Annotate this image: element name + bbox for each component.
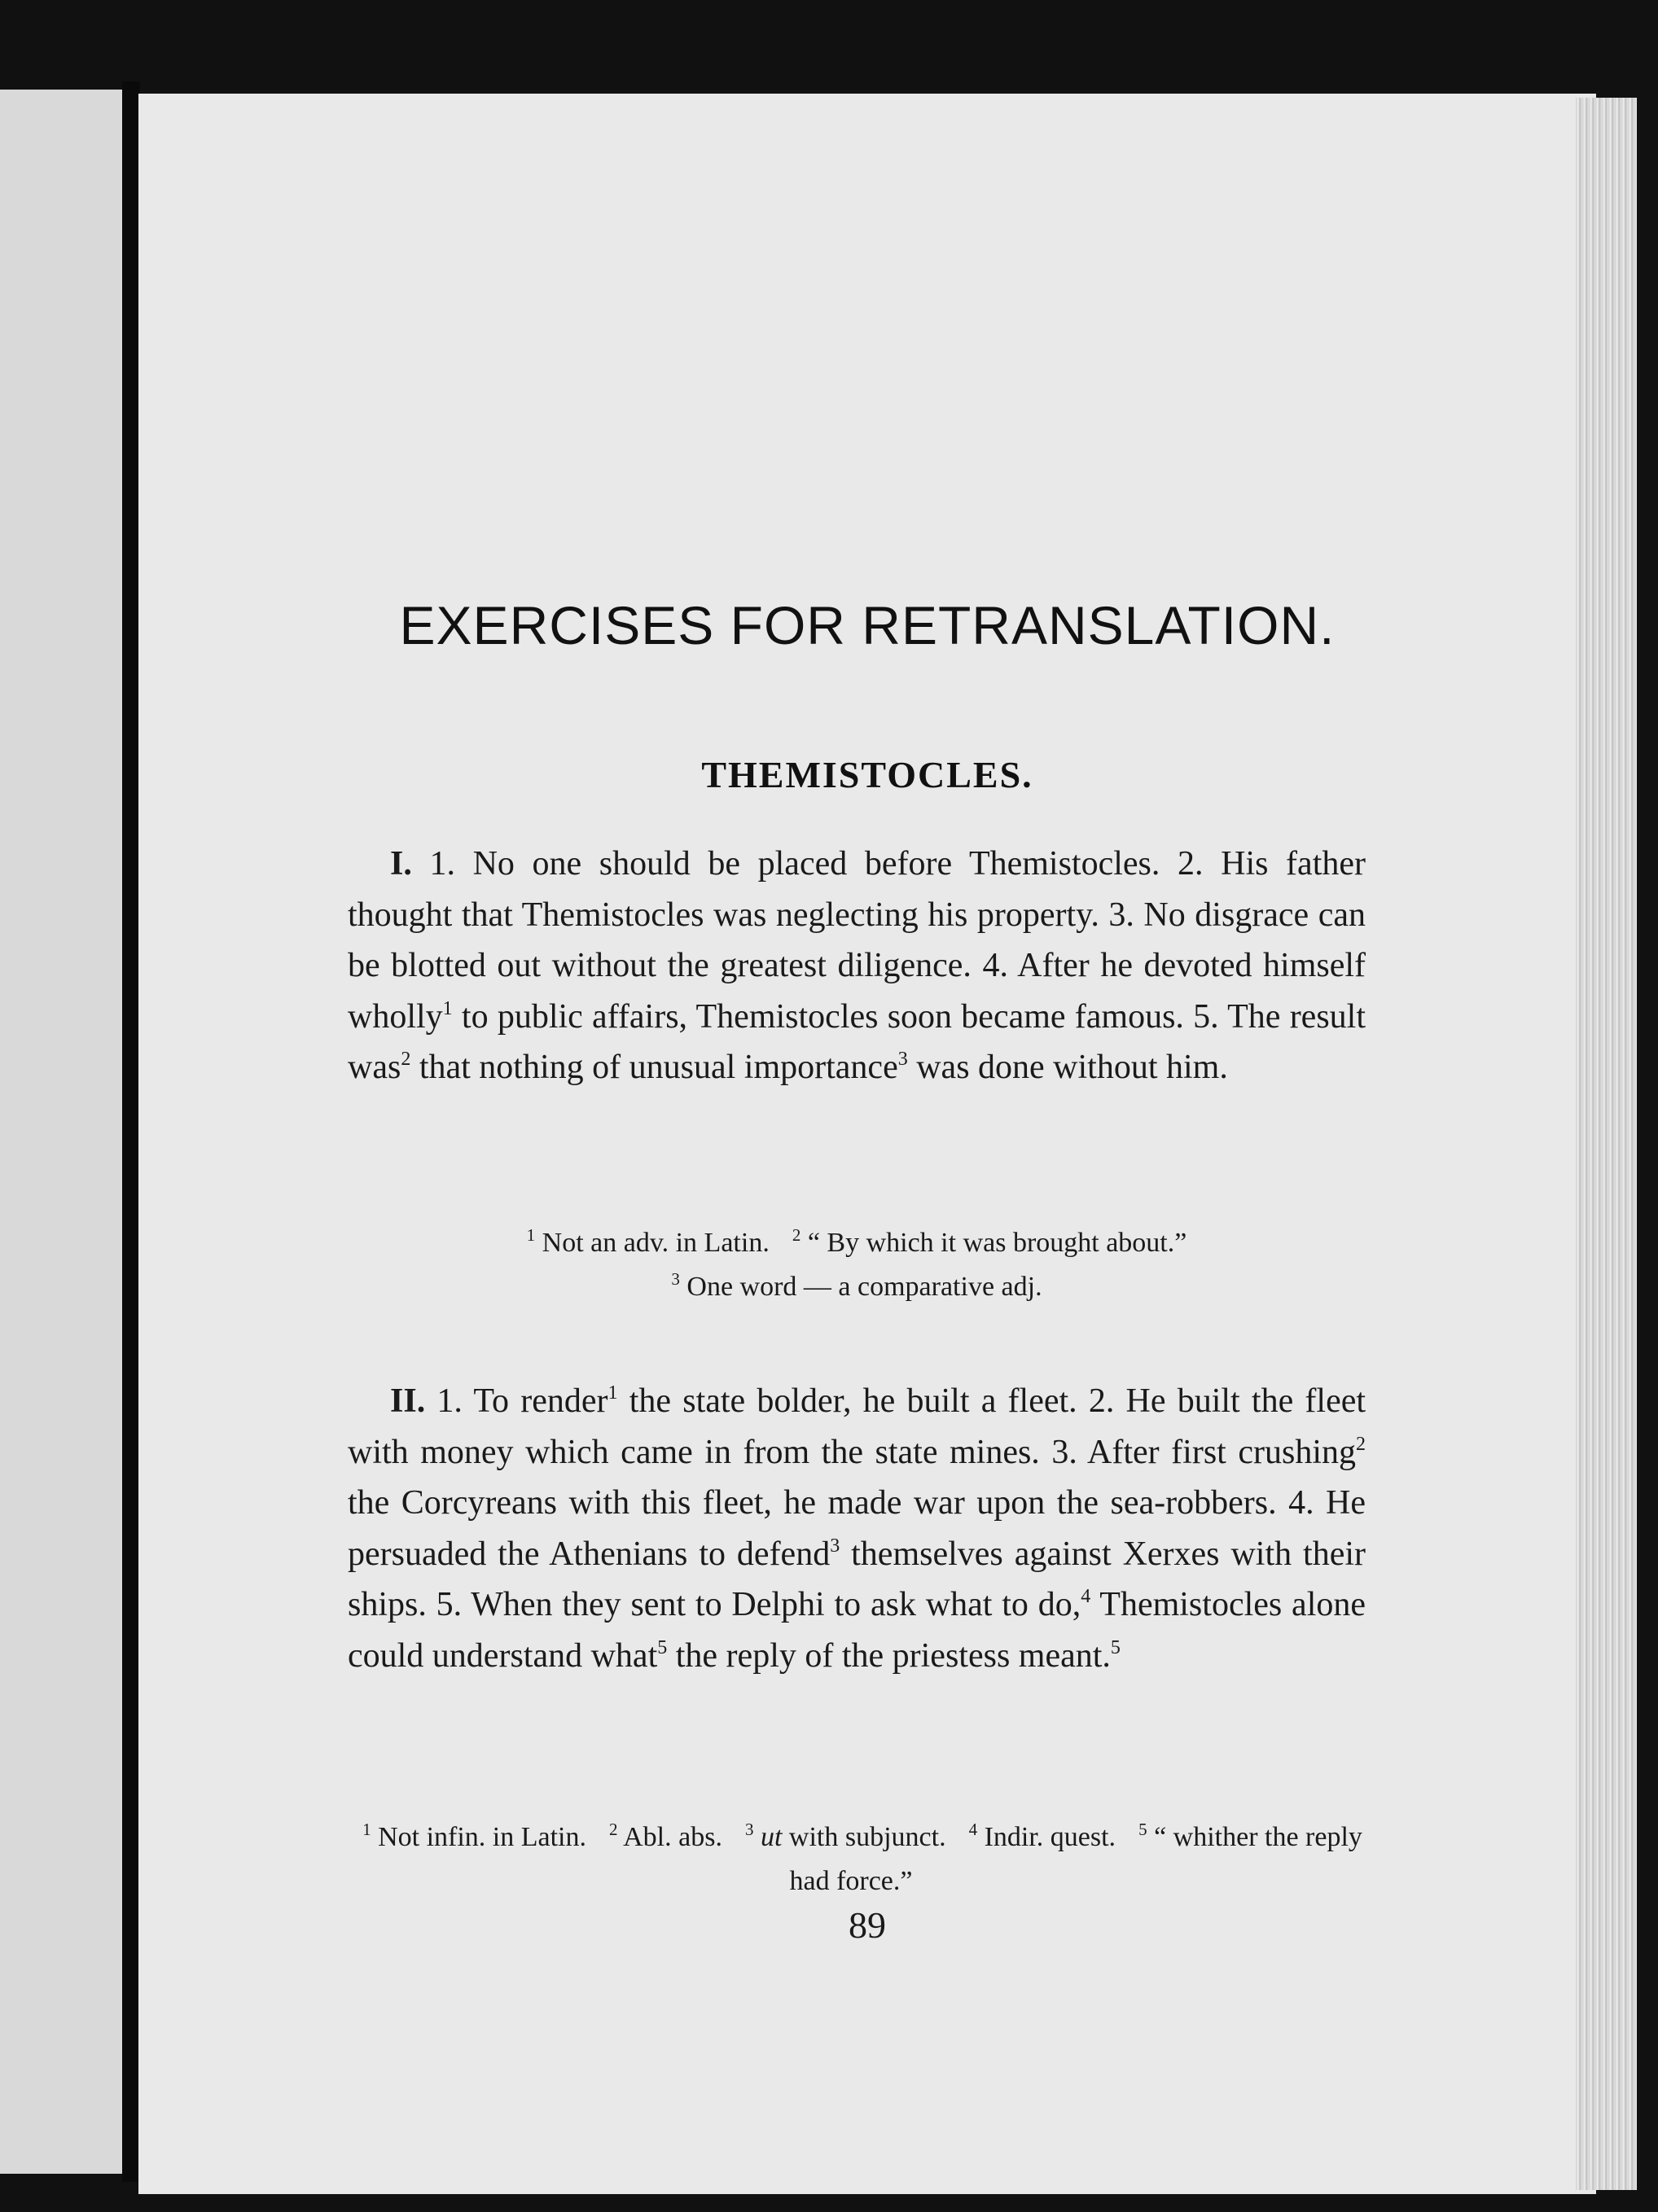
- sentence: the Corcyreans with this fleet, he made war upon the sea-robbers.: [348, 1484, 1277, 1522]
- footnote-text: One word — a comparative adj.: [686, 1272, 1042, 1302]
- footnote-mark: 3: [744, 1820, 754, 1839]
- footnote-mark: 1: [526, 1225, 536, 1245]
- footnote-mark: 3: [897, 1049, 908, 1070]
- sentence: was done without him.: [916, 1049, 1228, 1086]
- footnote-mark: 4: [1081, 1586, 1091, 1607]
- footnote: [792, 1225, 1187, 1258]
- footnote-mark: 2: [609, 1820, 618, 1839]
- footnote-text: “ whither the reply had force.”: [789, 1822, 1362, 1896]
- footnote: [745, 1822, 946, 1852]
- footnote-mark: 5: [1110, 1636, 1121, 1658]
- footnotes-2: [348, 1816, 1366, 1903]
- page-number: 89: [849, 1904, 886, 1946]
- footnote: [671, 1269, 1042, 1302]
- footnote-text: Indir. quest.: [984, 1822, 1116, 1852]
- footnote-mark: 2: [401, 1049, 411, 1070]
- footnote-text: Not an adv. in Latin.: [542, 1228, 770, 1258]
- sentence: 4. He persuaded the Athenians to defend: [348, 1484, 1366, 1573]
- footnote-mark: 1: [442, 997, 453, 1019]
- section-title: THEMISTOCLES.: [701, 754, 1033, 795]
- sentence: 2. He built the fleet with money which came in from the state mines.: [348, 1382, 1366, 1471]
- facing-page-edge: [0, 90, 125, 2174]
- footnote-italic: ut: [760, 1822, 783, 1852]
- book-gutter: [122, 81, 140, 2182]
- page-stack-edge: [1576, 98, 1637, 2190]
- exercise-numeral: II.: [390, 1382, 426, 1420]
- sentence: 5. The result was: [348, 997, 1366, 1086]
- footnote-mark: 2: [1356, 1433, 1366, 1455]
- sentence: to public affairs, Themistocles soon became famous.: [461, 997, 1184, 1036]
- footnote-text: with subjunct.: [788, 1822, 946, 1852]
- sentence: the reply of the priestess meant.: [675, 1636, 1111, 1675]
- footnote-mark: 5: [657, 1636, 668, 1658]
- footnote-mark: 3: [830, 1535, 840, 1557]
- footnote-mark: 5: [1138, 1820, 1147, 1839]
- footnote-mark: 3: [671, 1269, 680, 1289]
- sentence: 3. After first crushing: [1051, 1433, 1357, 1471]
- footnote: [362, 1822, 586, 1852]
- sentence: the state bolder, he built a fleet.: [629, 1382, 1077, 1420]
- exercise-numeral: I.: [390, 845, 412, 883]
- sentence: 3. No disgrace can be blotted out without the greatest diligence.: [348, 896, 1366, 984]
- footnote-mark: 2: [792, 1225, 801, 1245]
- sentence: 1. No one should be placed before Themistocles.: [429, 845, 1160, 883]
- footnote-text: Not infin. in Latin.: [378, 1822, 586, 1852]
- sentence: 2. His father thought that Themistocles was neglecting his property.: [348, 845, 1366, 934]
- footnote: [969, 1822, 1116, 1852]
- sentence: 5. When they sent to Delphi to ask what to do,: [436, 1586, 1081, 1623]
- footnote: [609, 1822, 722, 1852]
- exercise-1: [348, 839, 1366, 1093]
- footnote-mark: 1: [362, 1820, 371, 1839]
- sentence: that nothing of unusual importance: [419, 1049, 898, 1086]
- page-title: EXERCISES FOR RETRANSLATION.: [399, 595, 1336, 655]
- exercise-2: [348, 1376, 1366, 1681]
- footnote-mark: 1: [607, 1382, 618, 1404]
- footnote-text: Abl. abs.: [623, 1822, 722, 1852]
- sentence: themselves against Xerxes with their ships.: [348, 1535, 1366, 1623]
- sentence: Themistocles alone could understand what: [348, 1586, 1366, 1675]
- footnote-mark: 4: [968, 1820, 978, 1839]
- sentence: 1. To render: [436, 1382, 608, 1420]
- footnote: [526, 1225, 770, 1258]
- sentence: 4. After he devoted himself wholly: [348, 947, 1366, 1036]
- footnote-text: “ By which it was brought about.”: [807, 1228, 1187, 1258]
- footnotes-1: [348, 1221, 1366, 1309]
